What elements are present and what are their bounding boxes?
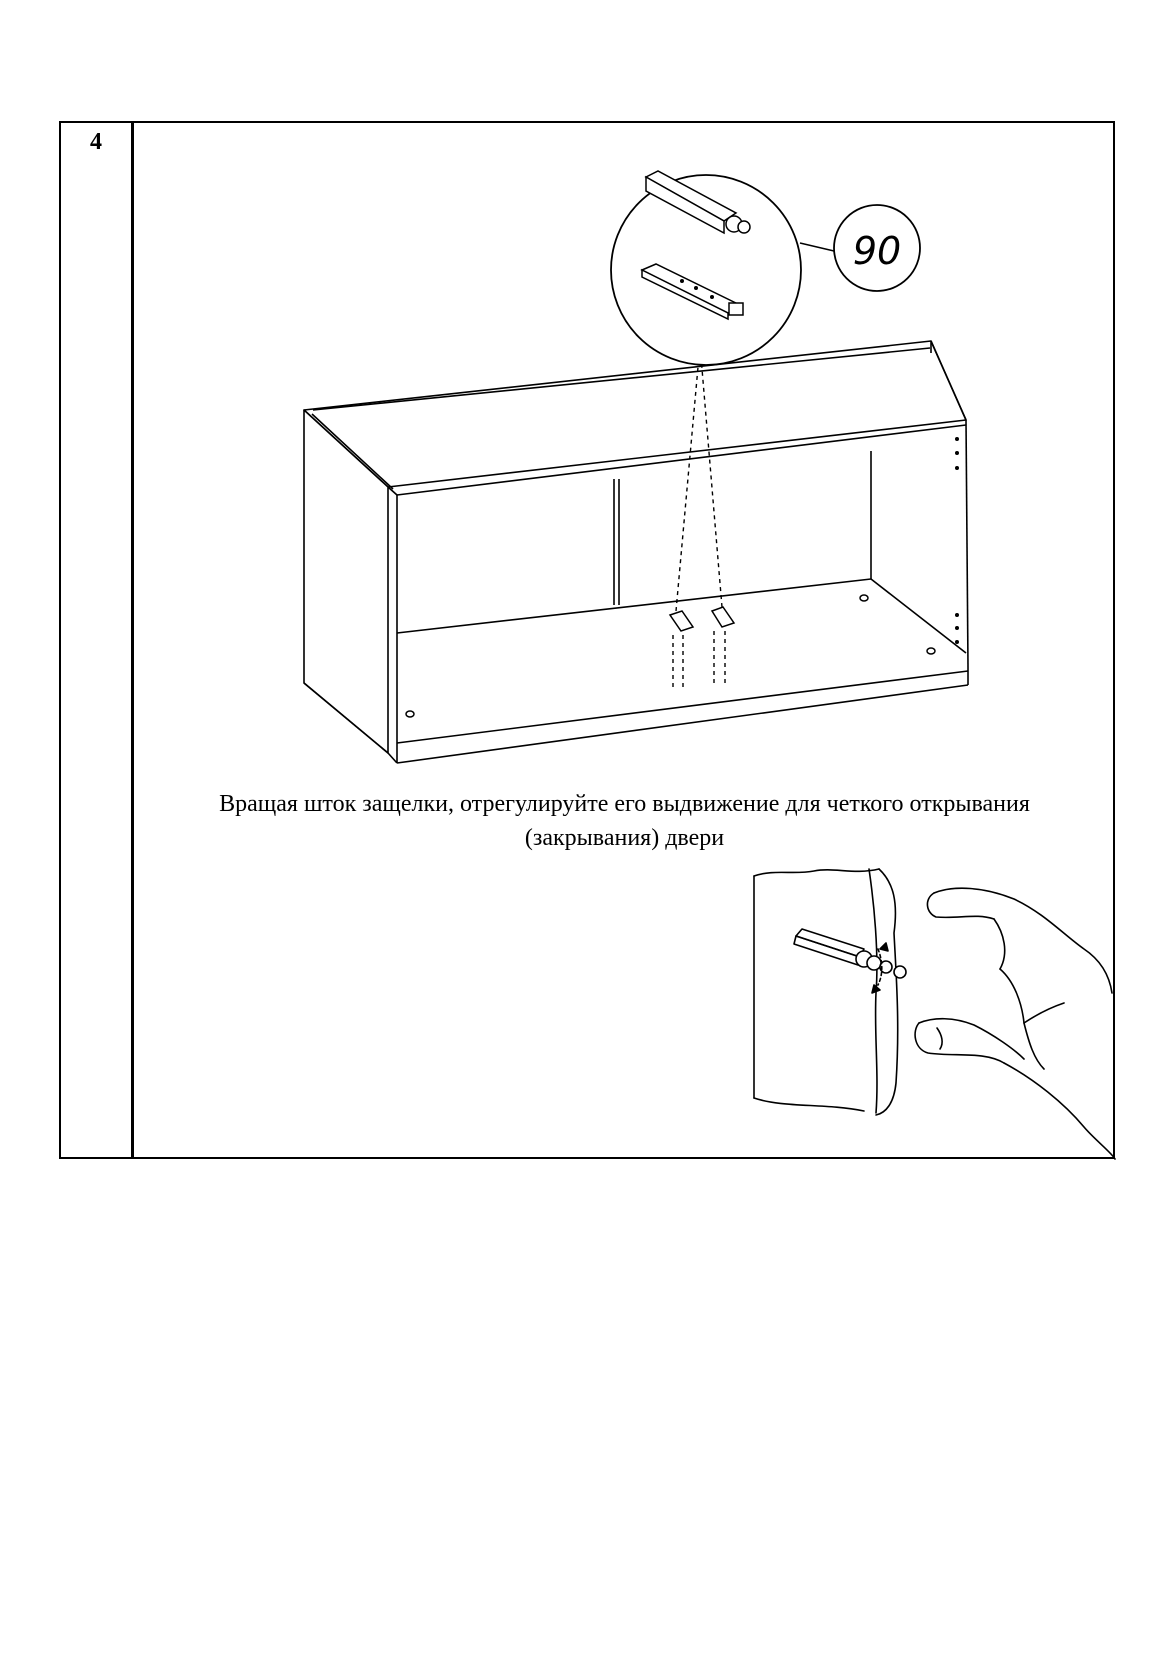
part-callout-number: 90	[852, 229, 902, 273]
step-content	[134, 123, 1113, 1157]
hand-adjusting-latch-illustration	[134, 123, 1115, 1159]
instruction-line-1: Вращая шток защелки, отрегулируйте его выдвижение для четкого открывания	[219, 791, 1030, 817]
instruction-line-2: (закрывания) двери	[524, 825, 725, 851]
step-number-column	[61, 123, 134, 1157]
step-number: 4	[90, 129, 102, 155]
assembly-step-box	[59, 121, 1115, 1159]
